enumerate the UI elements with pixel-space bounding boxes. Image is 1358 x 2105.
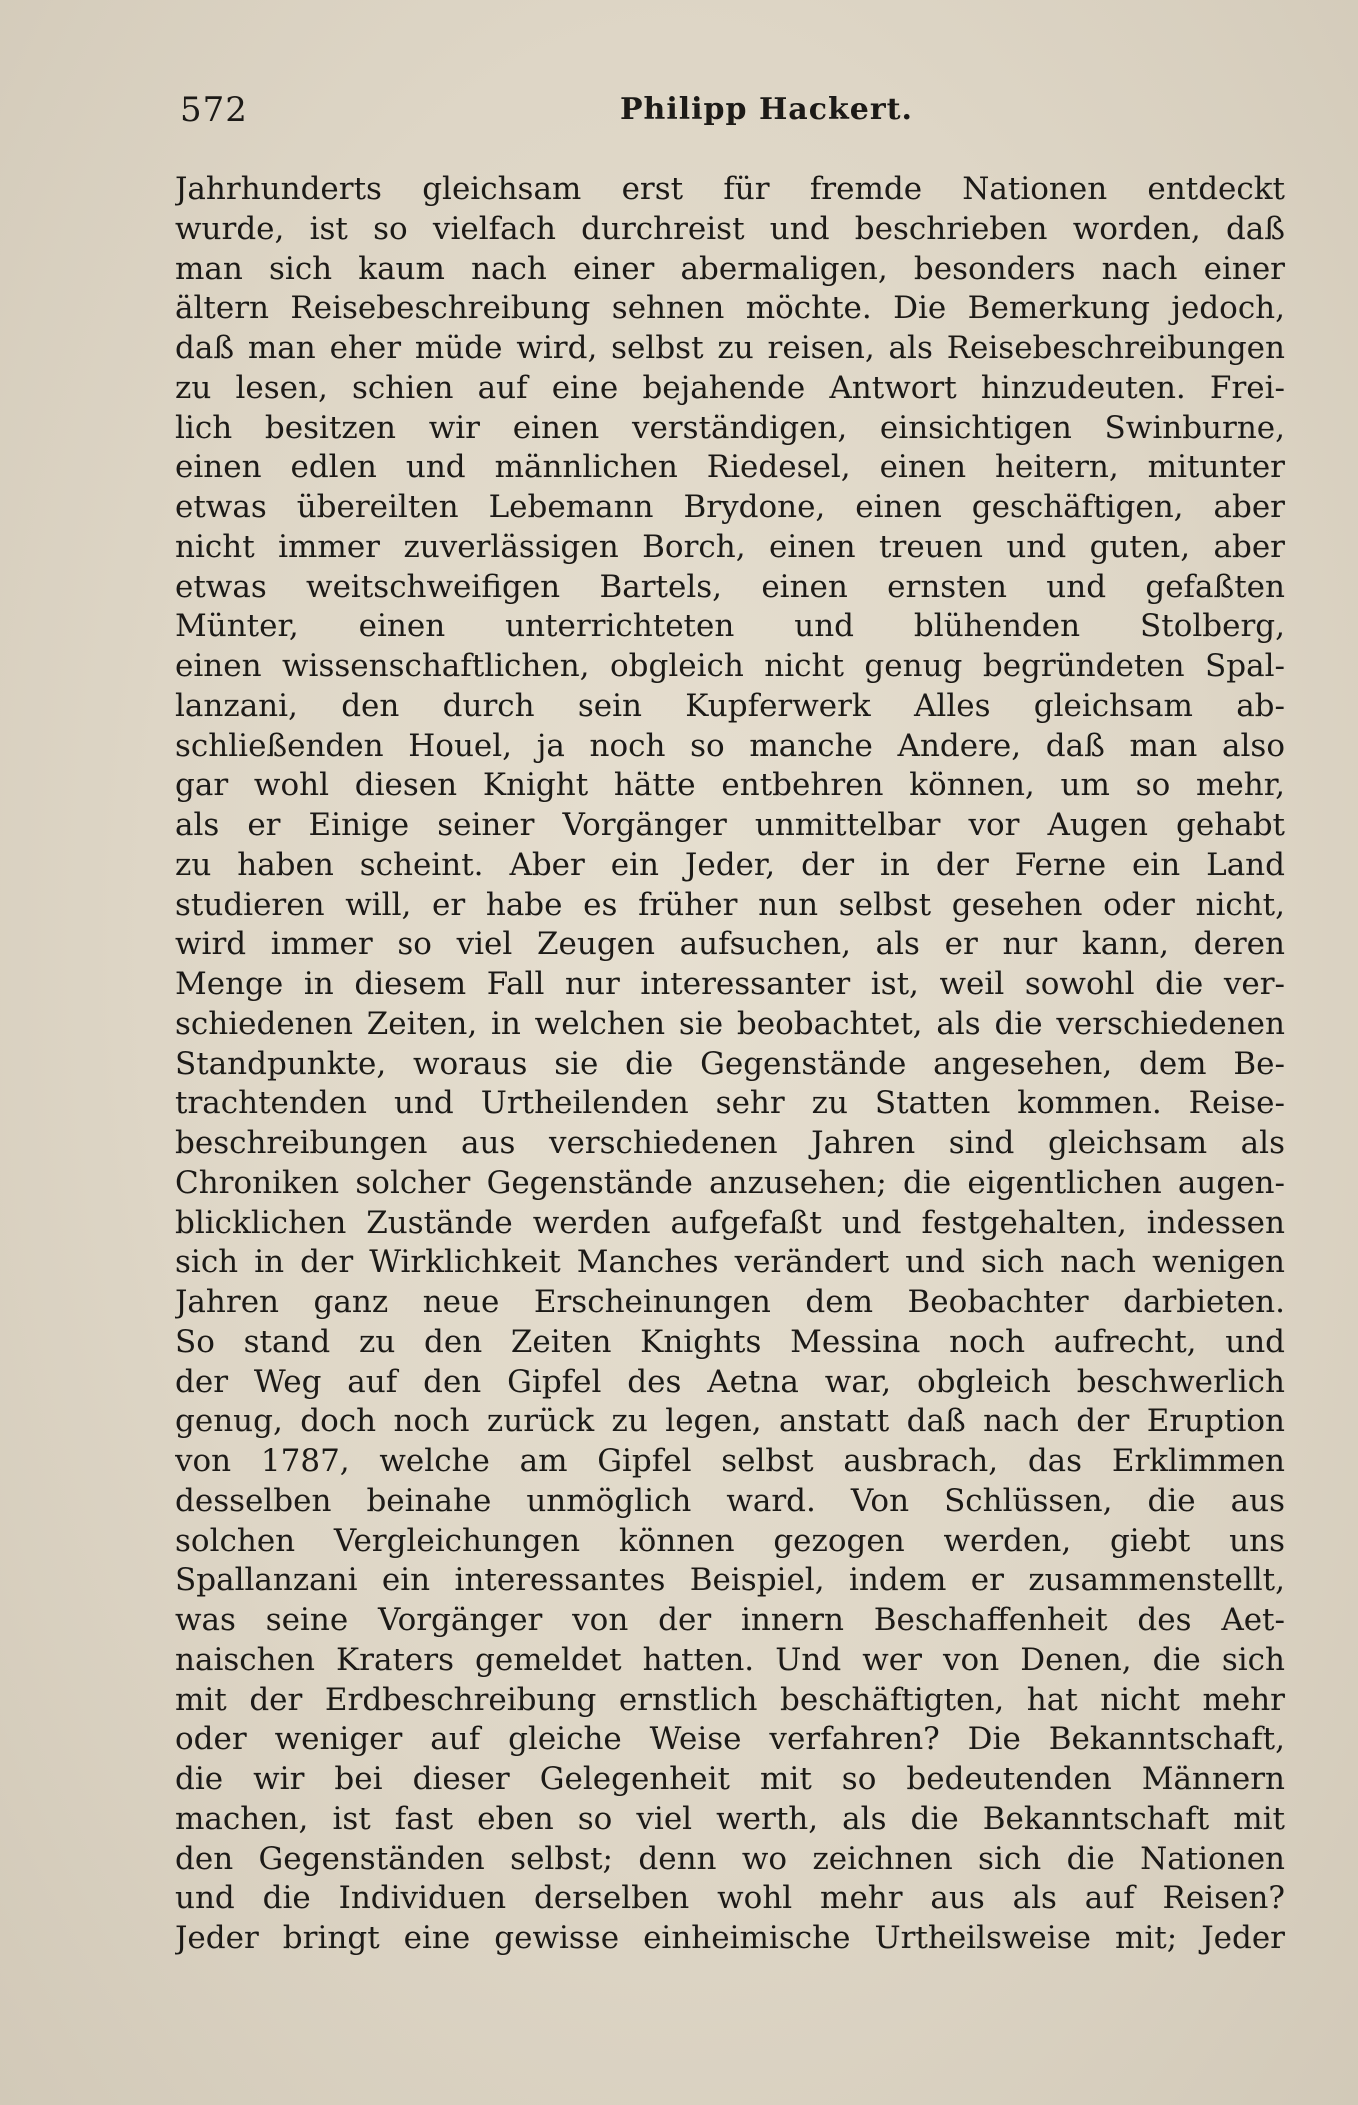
- text-line: zu lesen, schien auf eine bejahende Antwort hinzudeuten. Frei-: [175, 369, 1285, 406]
- text-line: naischen Kraters gemeldet hatten. Und wer von Denen, die sich: [175, 1641, 1285, 1678]
- text-line: als er Einige seiner Vorgänger unmittelbar vor Augen gehabt: [175, 807, 1285, 843]
- text-line: sich in der Wirklichkeit Manches verändert und sich nach wenigen: [175, 1244, 1285, 1281]
- text-line: desselben beinahe unmöglich ward. Von Schlüssen, die aus: [175, 1482, 1285, 1519]
- text-line: Jahrhunderts gleichsam erst für fremde Nationen entdeckt: [175, 171, 1285, 207]
- text-line: etwas übereilten Lebemann Brydone, einen geschäftigen, aber: [175, 489, 1285, 525]
- text-line: den Gegenständen selbst; denn wo zeichnen sich die Nationen: [175, 1840, 1285, 1877]
- text-line: daß man eher müde wird, selbst zu reisen, als Reisebeschreibungen: [175, 330, 1285, 366]
- text-line: einen edlen und männlichen Riedesel, einen heitern, mitunter: [175, 449, 1285, 486]
- text-line: genug, doch noch zurück zu legen, anstatt daß nach der Eruption: [175, 1403, 1285, 1440]
- text-line: Spallanzani ein interessantes Beispiel, indem er zusammenstellt,: [175, 1562, 1285, 1599]
- text-line: Standpunkte, woraus sie die Gegenstände angesehen, dem Be-: [175, 1045, 1285, 1082]
- text-line: Jahren ganz neue Erscheinungen dem Beobachter darbieten.: [175, 1284, 1285, 1320]
- page-header: [180, 88, 1280, 132]
- text-line: von 1787, welche am Gipfel selbst ausbrach, das Erklimmen: [175, 1443, 1285, 1479]
- page-number: 572: [180, 90, 248, 130]
- text-line: Münter, einen unterrichteten und blühenden Stolberg,: [175, 608, 1285, 645]
- text-line: mit der Erdbeschreibung ernstlich beschäftigten, hat nicht mehr: [175, 1681, 1285, 1718]
- text-line: solchen Vergleichungen können gezogen werden, giebt uns: [175, 1522, 1285, 1559]
- text-line: ältern Reisebeschreibung sehnen möchte. Die Bemerkung jedoch,: [175, 290, 1285, 327]
- text-line: trachtenden und Urtheilenden sehr zu Statten kommen. Reise-: [175, 1085, 1285, 1122]
- text-line: zu haben scheint. Aber ein Jeder, der in der Ferne ein Land: [175, 846, 1285, 883]
- text-line: der Weg auf den Gipfel des Aetna war, obgleich beschwerlich: [175, 1363, 1285, 1400]
- text-line: etwas weitschweifigen Bartels, einen ernsten und gefaßten: [175, 568, 1285, 605]
- text-line: schiedenen Zeiten, in welchen sie beobachtet, als die verschiedenen: [175, 1005, 1285, 1042]
- text-line: beschreibungen aus verschiedenen Jahren sind gleichsam als: [175, 1125, 1285, 1161]
- body-text: [175, 170, 1285, 1959]
- text-line: wurde, ist so vielfach durchreist und beschrieben worden, daß: [175, 210, 1285, 247]
- text-line: gar wohl diesen Knight hätte entbehren können, um so mehr,: [175, 767, 1285, 804]
- text-line: machen, ist fast eben so viel werth, als die Bekanntschaft mit: [175, 1800, 1285, 1837]
- running-title: Philipp Hackert.: [620, 92, 913, 127]
- text-line: was seine Vorgänger von der innern Beschaffenheit des Aet-: [175, 1602, 1285, 1638]
- text-line: einen wissenschaftlichen, obgleich nicht genug begründeten Spal-: [175, 648, 1285, 684]
- text-line: Menge in diesem Fall nur interessanter ist, weil sowohl die ver-: [175, 966, 1285, 1002]
- text-line: schließenden Houel, ja noch so manche Andere, daß man also: [175, 727, 1285, 764]
- text-line: blicklichen Zustände werden aufgefaßt und festgehalten, indessen: [175, 1204, 1285, 1241]
- text-line: Chroniken solcher Gegenstände anzusehen; die eigentlichen augen-: [175, 1164, 1285, 1201]
- text-line: studieren will, er habe es früher nun selbst gesehen oder nicht,: [175, 886, 1285, 923]
- text-line: lanzani, den durch sein Kupferwerk Alles gleichsam ab-: [175, 687, 1285, 724]
- text-line: lich besitzen wir einen verständigen, einsichtigen Swinburne,: [175, 409, 1285, 446]
- text-line: die wir bei dieser Gelegenheit mit so bedeutenden Männern: [175, 1761, 1285, 1797]
- text-line: man sich kaum nach einer abermaligen, besonders nach einer: [175, 250, 1285, 287]
- text-line: und die Individuen derselben wohl mehr aus als auf Reisen?: [175, 1880, 1285, 1917]
- text-line: Jeder bringt eine gewisse einheimische Urtheilsweise mit; Jeder: [175, 1920, 1285, 1956]
- text-line: oder weniger auf gleiche Weise verfahren? Die Bekanntschaft,: [175, 1721, 1285, 1758]
- text-line: wird immer so viel Zeugen aufsuchen, als er nur kann, deren: [175, 926, 1285, 963]
- text-line: So stand zu den Zeiten Knights Messina noch aufrecht, und: [175, 1323, 1285, 1360]
- text-line: nicht immer zuverlässigen Borch, einen treuen und guten, aber: [175, 528, 1285, 565]
